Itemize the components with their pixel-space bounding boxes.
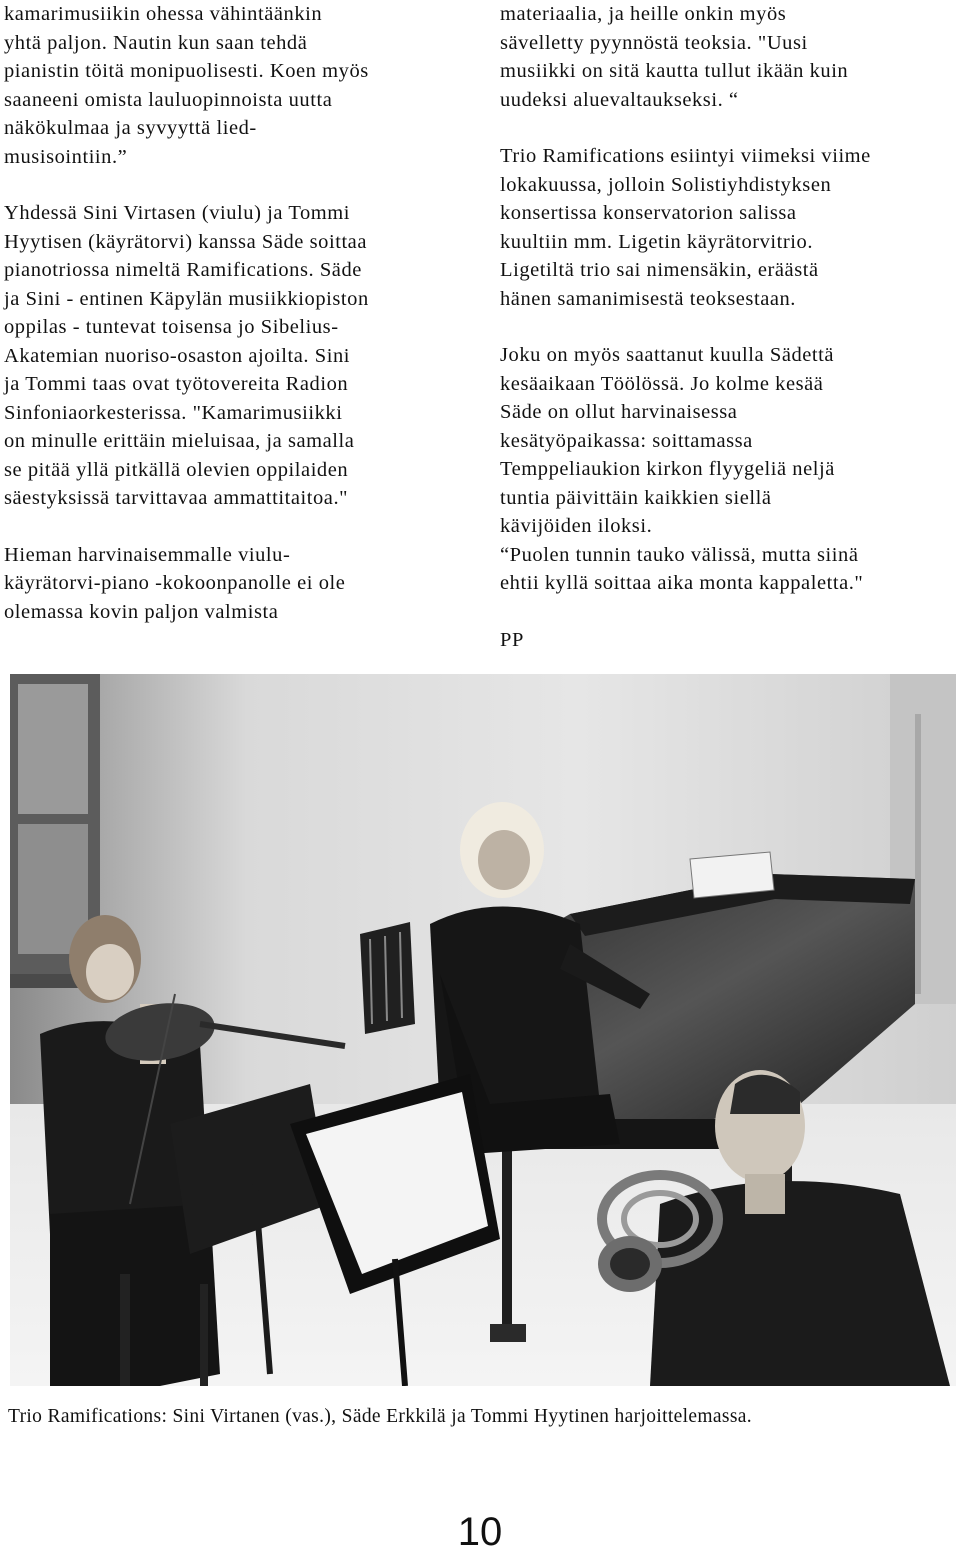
right-column [500, 0, 958, 654]
left-column [4, 0, 466, 626]
article-signature: PP [500, 628, 524, 651]
left-paragraph-1: kamarimusiikin ohessa vähintäänkin yhtä paljon. Nautin kun saan tehdä pianistin töitä monipuolisesti. Koen myös saaneeni omista lauluopinnoista uutta näkökulmaa ja syvyyttä lied- musisointiin.” [4, 3, 369, 168]
right-paragraph-1: materiaalia, ja heille onkin myös sävelletty pyynnöstä teoksia. "Uusi musiikki on sitä kautta tullut ikään kuin uudeksi aluevaltaukseksi. “ [500, 3, 849, 111]
left-paragraph-2: Yhdessä Sini Virtasen (viulu) ja Tommi Hyytisen (käyrätorvi) kanssa Säde soittaa pianotriossa nimeltä Ramifications. Säde ja Sini - entinen Käpylän musiikkiopiston oppilas - tuntevat toisensa jo Sibelius- Akatemian nuoriso-osaston ajoilta. Sini ja Tommi taas ovat työtovereita Radion Sinfoniaorkesterissa. "Kamarimusiikki on minulle erittäin mieluisaa, ja samalla se pitää yllä pitkällä olevien oppilaiden säestyksissä tarvittavaa ammattitaitoa." [4, 202, 369, 509]
left-paragraph-3: Hieman harvinaisemmalle viulu- käyrätorvi-piano -kokoonpanolle ei ole olemassa kovin paljon valmista [4, 543, 346, 623]
trio-photo-illustration [10, 674, 956, 1386]
right-paragraph-2: Trio Ramifications esiintyi viimeksi viime lokakuussa, jolloin Solistiyhdistyksen konsertissa konservatorion salissa kuultiin mm. Ligetin käyrätorvitrio. Ligetiltä trio sai nimensäkin, eräästä hänen samanimisestä teoksestaan. [500, 145, 871, 310]
photo-caption: Trio Ramifications: Sini Virtanen (vas.), Säde Erkkilä ja Tommi Hyytinen harjoittelemassa. [8, 1406, 753, 1427]
trio-photo [10, 674, 956, 1386]
page-number: 10 [457, 1510, 503, 1554]
right-paragraph-3: Joku on myös saattanut kuulla Sädettä kesäaikaan Töölössä. Jo kolme kesää Säde on ollut harvinaisessa kesätyöpaikassa: soittamassa Temppeliaukion kirkon flyygeliä neljä tuntia päivittäin kaikkien siellä kävijöiden iloksi. “Puolen tunnin tauko välissä, mutta siinä ehtii kyllä soittaa aika monta kappaletta." [500, 344, 864, 594]
